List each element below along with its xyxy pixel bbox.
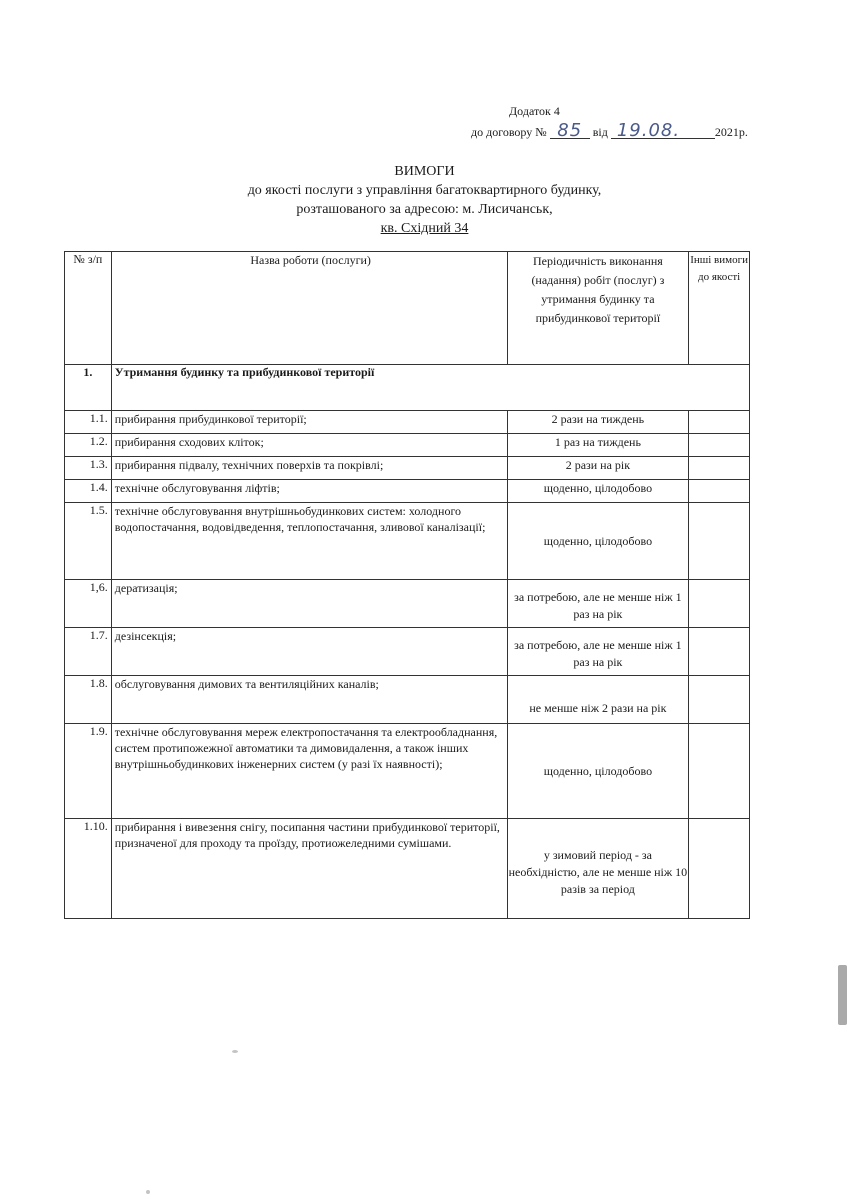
row-period <box>507 411 689 434</box>
row-name: технічне обслуговування внутрішньобудинкових систем: холодного водопостачання, водовідведення, теплопостачання, зливової каналізації; <box>111 503 507 580</box>
table-row <box>65 724 750 819</box>
table-row <box>65 457 750 480</box>
scan-speck <box>146 1190 150 1194</box>
row-other <box>689 724 750 819</box>
row-other <box>689 676 750 724</box>
table-row <box>65 580 750 628</box>
row-period-value: 2 рази на тиждень <box>551 412 645 426</box>
row-other <box>689 580 750 628</box>
table-row <box>65 480 750 503</box>
date-prefix: від <box>592 125 608 139</box>
row-other <box>689 457 750 480</box>
addendum-label: Додаток 4 <box>509 104 560 118</box>
section-num: 1. <box>65 365 112 411</box>
row-period <box>507 676 689 724</box>
row-num: 1.5. <box>65 503 112 580</box>
row-period <box>507 628 689 676</box>
row-num: 1.8. <box>65 676 112 724</box>
row-num: 1,6. <box>65 580 112 628</box>
scan-edge-shadow <box>838 965 847 1025</box>
row-period <box>507 819 689 919</box>
row-period-value: у зимовий період - за необхідністю, але не менше ніж 10 разів за період <box>508 848 688 896</box>
table-header-row <box>65 252 750 365</box>
title-subtitle-1: до якості послуги з управління багатоквартирного будинку, <box>247 183 602 198</box>
row-num: 1.9. <box>65 724 112 819</box>
row-period <box>507 480 689 503</box>
row-name: дезінсекція; <box>111 628 507 676</box>
title-subtitle-2: розташованого за адресою: м. Лисичанськ, <box>296 202 553 217</box>
row-period <box>507 457 689 480</box>
row-num: 1.7. <box>65 628 112 676</box>
table-row <box>65 676 750 724</box>
row-period-value: щоденно, цілодобово <box>543 481 653 495</box>
contract-year: 2021р. <box>714 125 748 139</box>
row-other <box>689 480 750 503</box>
row-period-value: щоденно, цілодобово <box>543 533 653 548</box>
row-period <box>507 503 689 580</box>
row-other <box>689 628 750 676</box>
row-other <box>689 411 750 434</box>
row-period-value: за потребою, але не менше ніж 1 раз на рік <box>514 590 682 621</box>
table-row <box>65 819 750 919</box>
row-other <box>689 434 750 457</box>
table-row <box>65 503 750 580</box>
row-name: технічне обслуговування мереж електропостачання та електрообладнання, систем протипожежної автоматики та димовидалення, а також інших внутрішньобудинкових інженерних систем (у разі їх наявності); <box>111 724 507 819</box>
header-name: Назва роботи (послуги) <box>111 252 507 365</box>
section-name: Утримання будинку та прибудинкової території <box>111 365 749 411</box>
row-num: 1.1. <box>65 411 112 434</box>
row-num: 1.4. <box>65 480 112 503</box>
row-name: дератизація; <box>111 580 507 628</box>
row-num: 1.2. <box>65 434 112 457</box>
contract-number: 85 <box>550 124 590 139</box>
row-num: 1.10. <box>65 819 112 919</box>
row-period-value: 1 раз на тиждень <box>554 435 641 449</box>
row-period-value: щоденно, цілодобово <box>543 763 653 778</box>
row-name: обслуговування димових та вентиляційних каналів; <box>111 676 507 724</box>
row-name: прибирання і вивезення снігу, посипання частини прибудинкової території, призначеної для проходу та проїзду, протиожеледними сумішами. <box>111 819 507 919</box>
row-name: прибирання підвалу, технічних поверхів та покрівлі; <box>111 457 507 480</box>
table-row <box>65 434 750 457</box>
row-other <box>689 819 750 919</box>
row-period <box>507 434 689 457</box>
header-period: Періодичність виконання (надання) робіт (послуг) з утримання будинку та прибудинкової території <box>507 252 689 365</box>
contract-reference <box>471 120 748 141</box>
row-name: прибирання прибудинкової території; <box>111 411 507 434</box>
header-other: Інші вимоги до якості <box>689 252 750 365</box>
table-row <box>65 628 750 676</box>
title-address: кв. Східний 34 <box>380 221 469 236</box>
contract-prefix: до договору № <box>471 125 547 139</box>
section-row <box>65 365 750 411</box>
document-title <box>0 162 849 238</box>
row-period-value: не менше ніж 2 рази на рік <box>529 701 667 715</box>
requirements-table <box>64 251 750 919</box>
row-name: технічне обслуговування ліфтів; <box>111 480 507 503</box>
row-period-value: 2 рази на рік <box>565 458 631 472</box>
row-period-value: за потребою, але не менше ніж 1 раз на рік <box>514 638 682 669</box>
contract-date: 19.08. <box>611 124 715 139</box>
scan-speck <box>232 1050 238 1053</box>
row-period <box>507 580 689 628</box>
header-num: № з/п <box>65 252 112 365</box>
row-period <box>507 724 689 819</box>
row-name: прибирання сходових кліток; <box>111 434 507 457</box>
row-num: 1.3. <box>65 457 112 480</box>
table-row <box>65 411 750 434</box>
row-other <box>689 503 750 580</box>
title-main: ВИМОГИ <box>394 164 455 179</box>
